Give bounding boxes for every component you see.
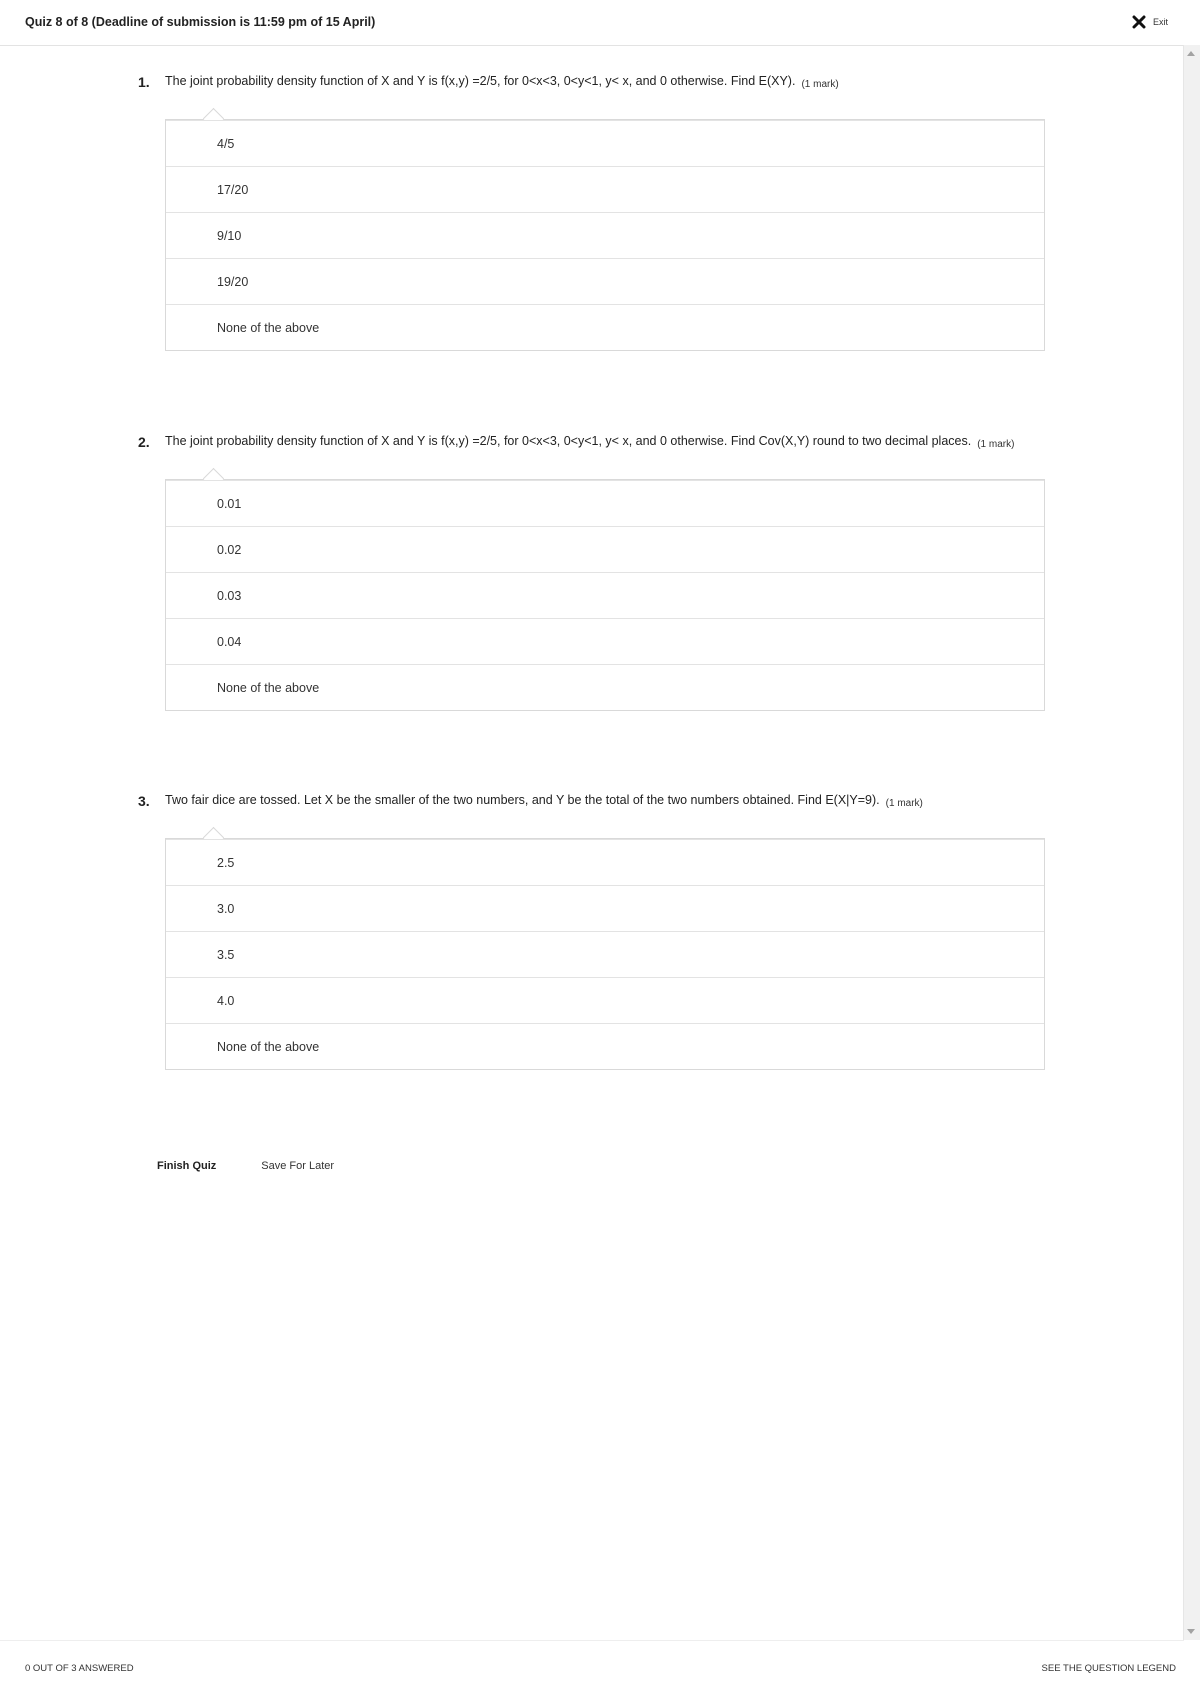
answer-option[interactable]: 9/10	[166, 212, 1044, 258]
question-prompt: Two fair dice are tossed. Let X be the smaller of the two numbers, and Y be the total of the two numbers obtained. Find E(X|Y=9).	[165, 793, 880, 807]
answer-option[interactable]: 4/5	[166, 120, 1044, 166]
exit-label[interactable]: Exit	[1152, 17, 1168, 27]
answer-option[interactable]: 19/20	[166, 258, 1044, 304]
answered-count: 0 OUT OF 3 ANSWERED	[25, 1663, 134, 1674]
answer-option[interactable]: 4.0	[166, 977, 1044, 1023]
save-for-later-button[interactable]: Save For Later	[261, 1160, 335, 1172]
answer-options	[165, 479, 1045, 711]
answer-option[interactable]: 3.5	[166, 931, 1044, 977]
question-number: 2.	[138, 434, 150, 450]
quiz-title: Quiz 8 of 8 (Deadline of submission is 11:59 pm of 15 April)	[25, 15, 376, 29]
question-number: 3.	[138, 793, 150, 809]
answer-option[interactable]: None of the above	[166, 304, 1044, 350]
answer-option[interactable]: None of the above	[166, 664, 1044, 710]
question-prompt: The joint probability density function of X and Y is f(x,y) =2/5, for 0<x<3, 0<y<1, y< x, and 0 otherwise. Find Cov(X,Y) round to two decimal places.	[165, 434, 972, 448]
question-mark: (1 mark)	[885, 798, 923, 809]
answer-options	[165, 119, 1045, 351]
quiz-header	[0, 0, 1200, 46]
answer-option[interactable]: 0.01	[166, 480, 1044, 526]
finish-quiz-button[interactable]: Finish Quiz	[157, 1160, 217, 1172]
vertical-scrollbar[interactable]	[1183, 45, 1200, 1640]
question-text	[165, 74, 839, 88]
question-mark: (1 mark)	[801, 79, 839, 90]
quiz-actions	[157, 1160, 334, 1172]
scroll-up-icon[interactable]	[1187, 51, 1195, 56]
footer-divider	[0, 1640, 1184, 1641]
answer-option[interactable]: None of the above	[166, 1023, 1044, 1069]
exit-button[interactable]	[1131, 14, 1168, 30]
answer-option[interactable]: 0.03	[166, 572, 1044, 618]
question-text	[165, 793, 923, 807]
question-legend-link[interactable]: SEE THE QUESTION LEGEND	[1041, 1663, 1176, 1674]
answer-option[interactable]: 0.02	[166, 526, 1044, 572]
scroll-down-icon[interactable]	[1187, 1629, 1195, 1634]
answer-option[interactable]: 17/20	[166, 166, 1044, 212]
answer-option[interactable]: 3.0	[166, 885, 1044, 931]
question-number: 1.	[138, 74, 150, 90]
question-mark: (1 mark)	[977, 439, 1015, 450]
answer-options	[165, 838, 1045, 1070]
close-icon[interactable]	[1131, 14, 1147, 30]
answer-option[interactable]: 2.5	[166, 839, 1044, 885]
answer-option[interactable]: 0.04	[166, 618, 1044, 664]
question-text	[165, 434, 1014, 448]
question-prompt: The joint probability density function of X and Y is f(x,y) =2/5, for 0<x<3, 0<y<1, y< x, and 0 otherwise. Find E(XY).	[165, 74, 796, 88]
